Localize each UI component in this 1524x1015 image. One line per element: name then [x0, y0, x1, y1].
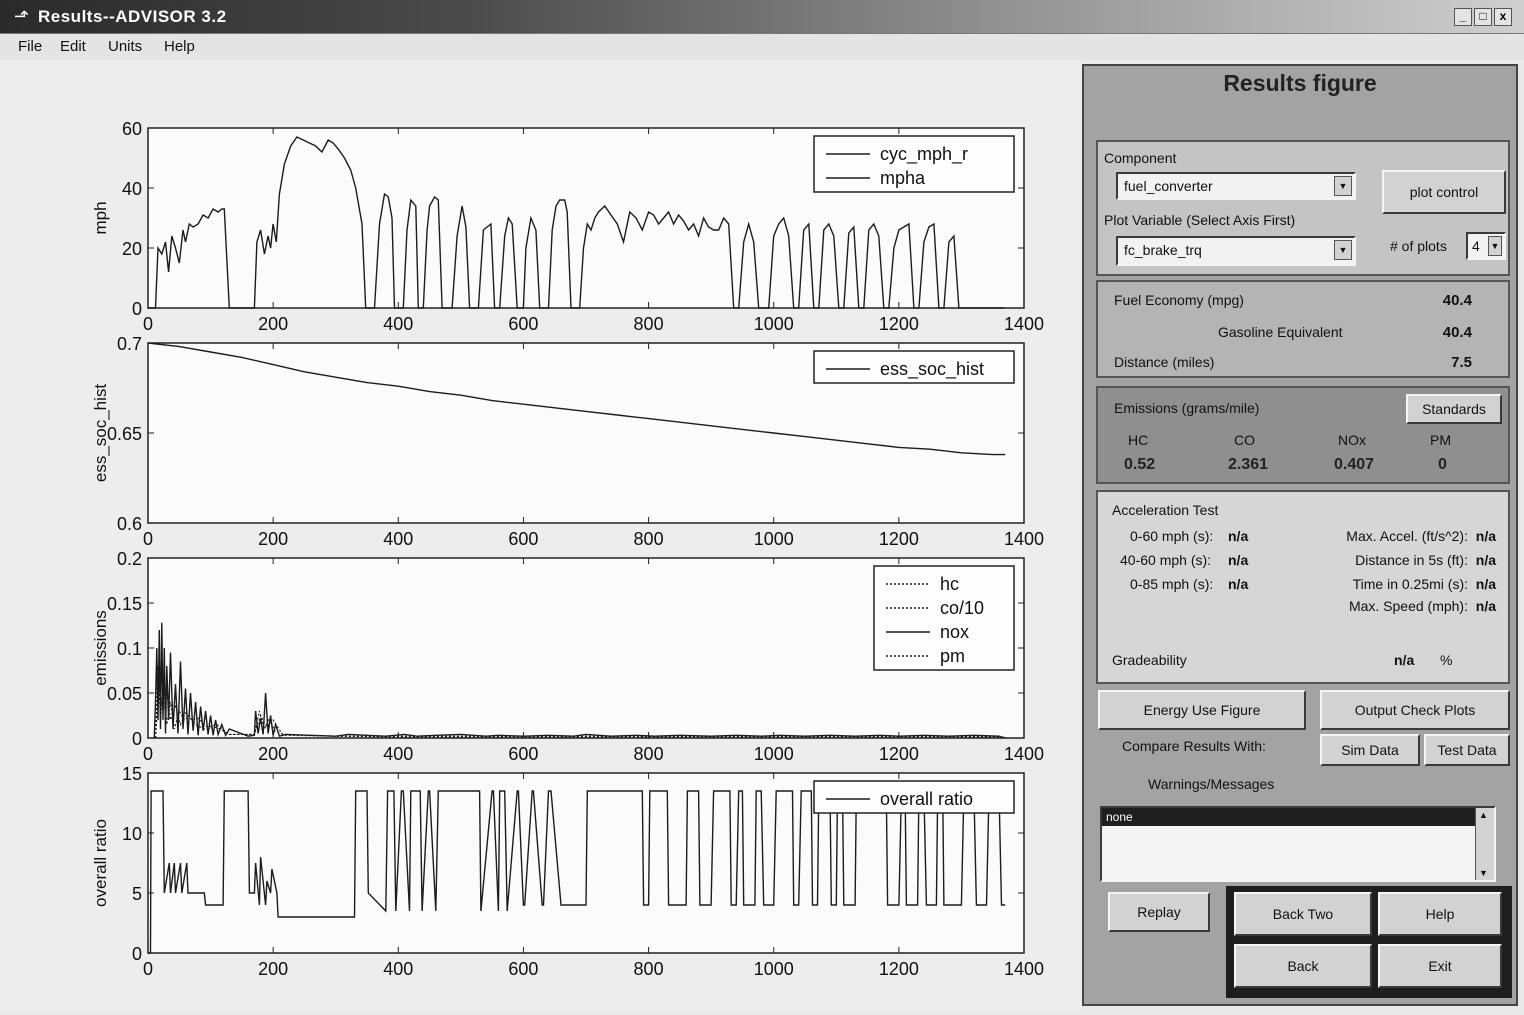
x-tick-label: 800	[633, 744, 664, 764]
x-tick-label: 800	[633, 529, 664, 549]
gradeability-unit: %	[1440, 652, 1453, 668]
chevron-down-icon: ▼	[1334, 176, 1352, 196]
x-tick-label: 400	[383, 314, 414, 334]
accel-0-60-value: n/a	[1228, 528, 1249, 544]
y-tick-label: 0.6	[116, 514, 142, 534]
x-tick-label: 0	[142, 529, 154, 549]
acceleration-test-box	[1096, 490, 1510, 684]
plot-variable-label: Plot Variable (Select Axis First)	[1104, 212, 1296, 228]
x-tick-label: 1000	[753, 959, 794, 979]
x-tick-label: 1000	[753, 744, 794, 764]
max-accel-label: Max. Accel. (ft/s^2):	[1346, 528, 1468, 544]
close-icon[interactable]: x	[1494, 8, 1512, 26]
matlab-app-icon: ⬏	[14, 6, 30, 26]
legend-label: cyc_mph_r	[880, 144, 969, 164]
time-quarter-mile-value: n/a	[1475, 576, 1496, 592]
x-tick-label: 200	[258, 744, 289, 764]
num-plots-value: 4	[1472, 238, 1480, 254]
emission-value-nox: 0.407	[1334, 456, 1375, 473]
x-tick-label: 400	[383, 959, 414, 979]
x-tick-label: 0	[142, 959, 154, 979]
component-label: Component	[1104, 150, 1177, 166]
accel-0-85-label: 0-85 mph (s):	[1130, 576, 1214, 592]
y-tick-label: 40	[121, 179, 142, 199]
exit-button[interactable]: Exit	[1378, 944, 1502, 988]
x-tick-label: 200	[258, 529, 289, 549]
plot-control-button[interactable]: plot control	[1382, 170, 1506, 214]
y-tick-label: 0.65	[106, 424, 142, 444]
y-tick-label: 0.1	[116, 639, 142, 659]
maximize-icon[interactable]: □	[1474, 8, 1492, 26]
y-tick-label: 10	[121, 824, 142, 844]
y-tick-label: 15	[121, 764, 142, 784]
accel-0-85-value: n/a	[1228, 576, 1249, 592]
y-tick-label: 0	[131, 299, 142, 319]
max-speed-value: n/a	[1475, 598, 1496, 614]
legend-label: ess_soc_hist	[880, 359, 985, 379]
y-axis-label: mph	[91, 201, 110, 235]
plot-area	[0, 60, 1082, 1010]
scroll-up-icon[interactable]: ▲	[1479, 810, 1488, 820]
gradeability-label: Gradeability	[1112, 652, 1187, 668]
legend	[814, 136, 1014, 192]
plot-4	[91, 764, 1044, 979]
x-tick-label: 0	[142, 314, 154, 334]
plot-variable-select[interactable]	[1116, 236, 1356, 266]
energy-use-figure-button[interactable]: Energy Use Figure	[1098, 690, 1306, 730]
scroll-down-icon[interactable]: ▼	[1479, 868, 1488, 878]
fuel-economy-box	[1096, 280, 1510, 378]
max-accel-value: n/a	[1475, 528, 1496, 544]
chevron-down-icon: ▼	[1334, 240, 1352, 260]
plot-variable-value: fc_brake_trq	[1124, 242, 1202, 258]
plot-1	[91, 119, 1044, 334]
minimize-icon[interactable]: _	[1454, 8, 1472, 26]
menu-edit[interactable]: Edit	[60, 38, 86, 55]
y-axis-label: ess_soc_hist	[91, 383, 110, 483]
distance-label: Distance (miles)	[1114, 354, 1215, 370]
x-tick-label: 600	[508, 314, 539, 334]
sim-data-button[interactable]: Sim Data	[1320, 734, 1420, 766]
emission-value-hc: 0.52	[1124, 456, 1156, 473]
x-tick-label: 1200	[878, 529, 919, 549]
legend-label: overall ratio	[880, 789, 974, 809]
legend-label: pm	[940, 646, 966, 666]
warnings-listbox[interactable]	[1100, 806, 1496, 882]
warnings-label: Warnings/Messages	[1148, 776, 1275, 792]
y-tick-label: 0.2	[116, 549, 142, 569]
y-tick-label: 0	[131, 729, 142, 749]
y-tick-label: 0	[131, 944, 142, 964]
distance-5s-value: n/a	[1475, 552, 1496, 568]
x-tick-label: 600	[508, 959, 539, 979]
x-tick-label: 1400	[1003, 744, 1045, 764]
y-tick-label: 20	[121, 239, 142, 259]
emission-value-pm: 0	[1438, 456, 1447, 473]
panel-title: Results figure	[1223, 70, 1377, 96]
chevron-down-icon: ▼	[1488, 236, 1502, 256]
accel-0-60-label: 0-60 mph (s):	[1130, 528, 1214, 544]
output-check-plots-button[interactable]: Output Check Plots	[1320, 690, 1510, 730]
replay-button[interactable]: Replay	[1108, 892, 1210, 932]
x-tick-label: 200	[258, 314, 289, 334]
warnings-selected-item[interactable]: none	[1102, 808, 1476, 826]
emission-name-nox: NOx	[1338, 432, 1366, 448]
component-box	[1096, 140, 1510, 276]
standards-button[interactable]: Standards	[1406, 394, 1502, 424]
gradeability-value: n/a	[1394, 652, 1415, 668]
x-tick-label: 1000	[753, 314, 794, 334]
component-select[interactable]	[1116, 172, 1356, 200]
x-tick-label: 600	[508, 744, 539, 764]
title-bar	[0, 0, 1524, 34]
acceleration-title: Acceleration Test	[1112, 502, 1219, 518]
accel-40-60-value: n/a	[1228, 552, 1249, 568]
x-tick-label: 0	[142, 744, 154, 764]
x-tick-label: 800	[633, 959, 664, 979]
emission-name-pm: PM	[1430, 432, 1451, 448]
emission-name-hc: HC	[1128, 432, 1149, 448]
fuel-economy-label: Fuel Economy (mpg)	[1114, 292, 1244, 308]
component-select-value: fuel_converter	[1124, 178, 1213, 194]
emission-name-co: CO	[1234, 432, 1255, 448]
emissions-box	[1096, 386, 1510, 484]
legend	[874, 566, 1014, 670]
max-speed-label: Max. Speed (mph):	[1348, 598, 1468, 614]
compare-results-label: Compare Results With:	[1122, 738, 1266, 754]
distance-5s-label: Distance in 5s (ft):	[1355, 552, 1468, 568]
y-axis-label: overall ratio	[91, 819, 110, 907]
legend	[814, 781, 1014, 813]
y-axis-label: emissions	[91, 610, 110, 686]
x-tick-label: 200	[258, 959, 289, 979]
legend	[814, 351, 1014, 383]
x-tick-label: 1000	[753, 529, 794, 549]
x-tick-label: 1400	[1003, 314, 1045, 334]
plot-2	[91, 334, 1044, 549]
warnings-scrollbar[interactable]	[1475, 808, 1494, 880]
results-plots	[0, 60, 1082, 1010]
x-tick-label: 400	[383, 529, 414, 549]
y-tick-label: 0.7	[116, 334, 142, 354]
emission-value-co: 2.361	[1228, 456, 1269, 473]
legend-label: co/10	[940, 598, 985, 618]
num-plots-select[interactable]	[1466, 232, 1506, 260]
x-tick-label: 400	[383, 744, 414, 764]
gasoline-equivalent-label: Gasoline Equivalent	[1218, 324, 1343, 340]
x-tick-label: 1200	[878, 314, 919, 334]
gasoline-equivalent-value: 40.4	[1442, 324, 1472, 341]
x-tick-label: 1200	[878, 744, 919, 764]
x-tick-label: 1400	[1003, 959, 1045, 979]
emissions-label: Emissions (grams/mile)	[1114, 400, 1260, 416]
results-control-panel	[1082, 64, 1518, 1006]
y-tick-label: 0.05	[106, 684, 142, 704]
x-tick-label: 1400	[1003, 529, 1045, 549]
menu-help[interactable]: Help	[164, 38, 195, 55]
x-tick-label: 1200	[878, 959, 919, 979]
window-title: Results--ADVISOR 3.2	[38, 7, 227, 26]
time-quarter-mile-label: Time in 0.25mi (s):	[1352, 576, 1468, 592]
help-button[interactable]: Help	[1378, 892, 1502, 936]
fuel-economy-value: 40.4	[1442, 292, 1472, 309]
menu-units[interactable]: Units	[108, 38, 143, 55]
x-tick-label: 600	[508, 529, 539, 549]
menu-bar	[0, 34, 1524, 60]
y-tick-label: 0.15	[106, 594, 142, 614]
back-button[interactable]: Back	[1234, 944, 1372, 988]
legend-label: hc	[940, 574, 960, 594]
plot-3	[91, 549, 1044, 764]
x-tick-label: 800	[633, 314, 664, 334]
navigation-frame	[1226, 886, 1512, 998]
back-two-button[interactable]: Back Two	[1234, 892, 1372, 936]
distance-value: 7.5	[1451, 354, 1472, 371]
y-tick-label: 5	[131, 884, 142, 904]
accel-40-60-label: 40-60 mph (s):	[1120, 552, 1212, 568]
y-tick-label: 60	[121, 119, 142, 139]
test-data-button[interactable]: Test Data	[1424, 734, 1510, 766]
legend-label: mpha	[880, 168, 926, 188]
window-controls	[1454, 8, 1512, 26]
menu-file[interactable]: File	[18, 38, 43, 55]
legend-label: nox	[940, 622, 970, 642]
num-plots-label: # of plots	[1390, 238, 1447, 254]
